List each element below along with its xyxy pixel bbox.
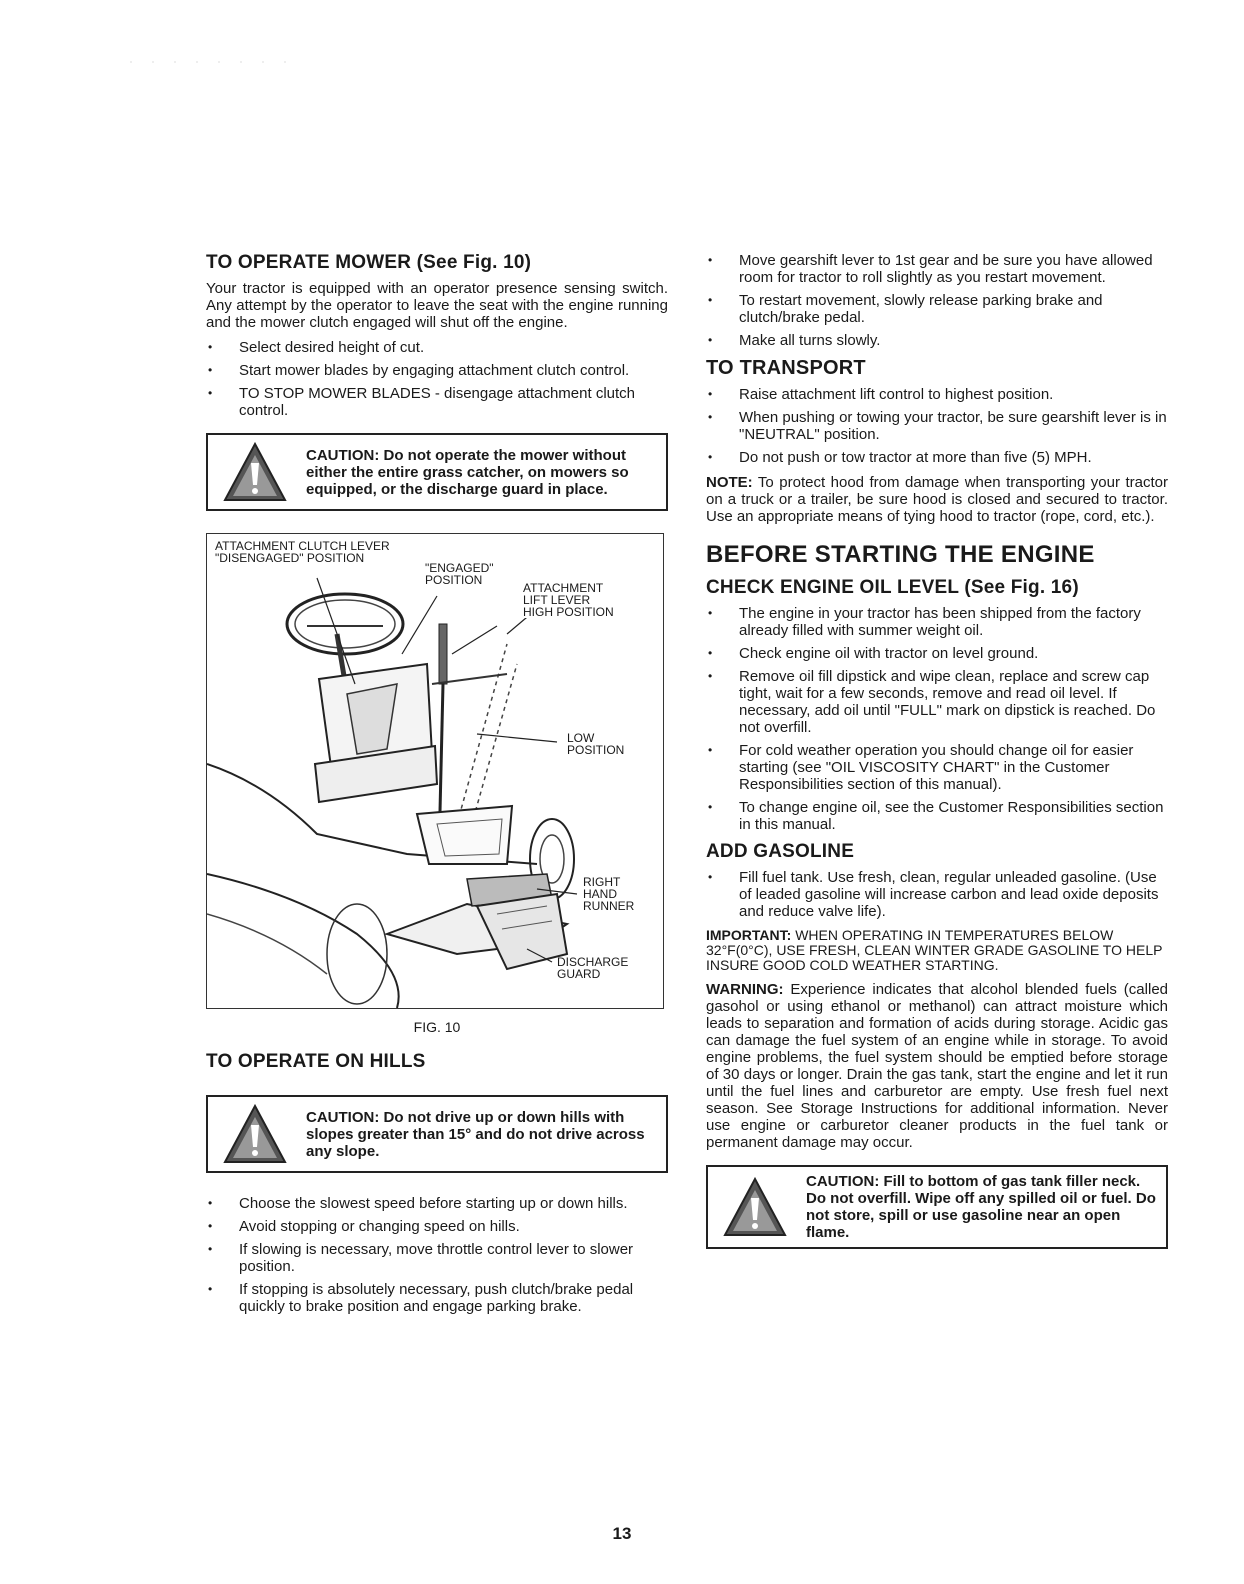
label-discharge-guard: DISCHARGE GUARD [557, 955, 629, 981]
list-item: • Raise attachment lift control to highest position. [708, 386, 1054, 403]
important-text: WHEN OPERATING IN TEMPERATURES BELOW 32°F(0°C), USE FRESH, CLEAN WINTER GRADE GASOLINE TO HELP INSURE GOOD COLD WEATHER STARTING. [706, 927, 1163, 973]
bullet-icon: • [708, 606, 713, 620]
lift-lever [439, 624, 447, 684]
list-item: • Move gearshift lever to 1st gear and be sure you have allowed room for tractor to roll slightly as you restart movement. [708, 252, 1153, 286]
bullet-icon: • [208, 1282, 213, 1296]
bullet-icon: • [208, 340, 213, 354]
bullet-icon: • [208, 363, 213, 377]
bullet-icon: • [208, 1196, 213, 1210]
gasoline-heading: ADD GASOLINE [706, 841, 855, 862]
figure-10 [206, 533, 664, 1009]
scan-speck [130, 50, 290, 52]
bullet-icon: • [708, 669, 713, 683]
caution-text: CAUTION: Fill to bottom of gas tank filler neck. Do not overfill. Wipe off any spilled oil or fuel. Do not store, spill or use gasoline near an open flame. [806, 1173, 1156, 1241]
bullet-icon: • [708, 410, 713, 424]
label-clutch-lever: ATTACHMENT CLUTCH LEVER "DISENGAGED" POSITION [215, 539, 390, 565]
mower-intro: Your tractor is equipped with an operator presence sensing switch. Any attempt by the operator to leave the seat with the engine running and the mower clutch engaged will shut off the engine. [206, 280, 668, 331]
caution-box-mower [206, 433, 668, 511]
warning-text: Experience indicates that alcohol blended fuels (called gasohol or using ethanol or methanol) can attract moisture which leads to separation and formation of acids during storage. Acidic gas can damage the fuel system of an engine while in storage. To avoid engine problems, the fuel system should be emptied before storage of 30 days or longer. Drain the gas tank, start the engine and let it run until the fuel lines and carburetor are empty. Use fresh fuel next season. See Storage Instructions for additional information. Never use engine or carburetor cleaner products in the fuel tank or permanent damage may occur. [706, 981, 1168, 1151]
caution-text: CAUTION: Do not drive up or down hills with slopes greater than 15° and do not drive across any slope. [306, 1108, 645, 1160]
note-text: To protect hood from damage when transporting your tractor on a truck or a trailer, be sure hood is closed and secured to tractor. Use an appropriate means of tying hood to tractor (rope, cord, etc.). [706, 474, 1169, 525]
label-engaged-position: "ENGAGED" POSITION [425, 561, 494, 587]
warning-triangle-icon [222, 441, 288, 503]
label-right-hand-runner: RIGHT HAND RUNNER [583, 875, 635, 913]
caution-box-hills [206, 1095, 668, 1173]
transport-note [706, 474, 1168, 525]
list-item: • Choose the slowest speed before starting up or down hills. [208, 1195, 628, 1212]
list-item: • To restart movement, slowly release parking brake and clutch/brake pedal. [708, 292, 1103, 326]
bullet-icon: • [708, 800, 713, 814]
discharge-guard [477, 894, 567, 969]
bullet-icon: • [708, 743, 713, 757]
list-item: • When pushing or towing your tractor, be sure gearshift lever is in "NEUTRAL" position. [708, 409, 1167, 443]
bullet-icon: • [208, 386, 213, 400]
list-item: • Select desired height of cut. [208, 339, 425, 356]
page-number: 13 [612, 1524, 632, 1543]
bullet-icon: • [708, 387, 713, 401]
bullet-icon: • [708, 646, 713, 660]
oil-heading: CHECK ENGINE OIL LEVEL (See Fig. 16) [706, 577, 1079, 598]
figure-caption: FIG. 10 [413, 1019, 461, 1035]
before-starting-heading: BEFORE STARTING THE ENGINE [706, 541, 1095, 568]
transport-heading: TO TRANSPORT [706, 357, 866, 379]
oil-bullet-list [706, 605, 1168, 833]
hills-bullet-list [206, 1195, 668, 1315]
list-item: • To change engine oil, see the Customer Responsibilities section in this manual. [708, 799, 1164, 833]
important-label: IMPORTANT: [706, 927, 792, 943]
bullet-icon: • [708, 333, 713, 347]
gasoline-bullet-list [706, 869, 1168, 920]
warning-triangle-icon [222, 1103, 288, 1165]
bullet-icon: • [708, 253, 713, 267]
list-item: • Do not push or tow tractor at more than five (5) MPH. [708, 449, 1092, 466]
warning-note [706, 981, 1168, 1151]
rear-tire [207, 874, 399, 1008]
list-item: • If stopping is absolutely necessary, push clutch/brake pedal quickly to brake position and engage parking brake. [208, 1281, 634, 1315]
note-label: NOTE: [706, 474, 753, 491]
right-column [706, 252, 1168, 1259]
important-note [706, 928, 1168, 973]
warning-triangle-icon [722, 1176, 788, 1238]
label-lift-lever: ATTACHMENT LIFT LEVER HIGH POSITION [523, 581, 614, 619]
left-column [206, 252, 668, 1323]
list-item: • Check engine oil with tractor on level ground. [708, 645, 1039, 662]
list-item: • Start mower blades by engaging attachment clutch control. [208, 362, 630, 379]
transport-bullet-list [706, 386, 1168, 466]
mower-bullet-list [206, 339, 668, 419]
caution-text: CAUTION: Do not operate the mower without either the entire grass catcher, on mowers so equipped, or the discharge guard in place. [306, 446, 629, 498]
list-item: • Remove oil fill dipstick and wipe clean, replace and screw cap tight, wait for a few seconds, remove and read oil level. If necessary, add oil until "FULL" mark on dipstick is reached. Do not overfill. [708, 668, 1156, 736]
list-item: • For cold weather operation you should change oil for easier starting (see "OIL VISCOSITY CHART" in the Customer Responsibilities section of this manual). [708, 742, 1134, 793]
list-item: • Fill fuel tank. Use fresh, clean, regular unleaded gasoline. (Use of leaded gasoline will increase carbon and lead oxide deposits and reduce valve life). [708, 869, 1159, 920]
bullet-icon: • [708, 870, 713, 884]
bullet-icon: • [208, 1242, 213, 1256]
list-item: • TO STOP MOWER BLADES - disengage attachment clutch control. [208, 385, 635, 419]
list-item: • The engine in your tractor has been shipped from the factory already filled with summer weight oil. [708, 605, 1141, 639]
bullet-icon: • [708, 450, 713, 464]
bullet-icon: • [208, 1219, 213, 1233]
bullet-icon: • [708, 293, 713, 307]
restart-bullet-list [706, 252, 1168, 349]
mower-heading: TO OPERATE MOWER (See Fig. 10) [206, 252, 532, 273]
list-item: • Make all turns slowly. [708, 332, 881, 349]
caution-box-gasoline [706, 1165, 1168, 1249]
label-low-position: LOW POSITION [567, 731, 625, 757]
hills-heading: TO OPERATE ON HILLS [206, 1051, 426, 1072]
list-item: • Avoid stopping or changing speed on hills. [208, 1218, 520, 1235]
warning-label: WARNING: [706, 981, 784, 998]
list-item: • If slowing is necessary, move throttle control lever to slower position. [208, 1241, 634, 1275]
steering-wheel [287, 594, 403, 654]
